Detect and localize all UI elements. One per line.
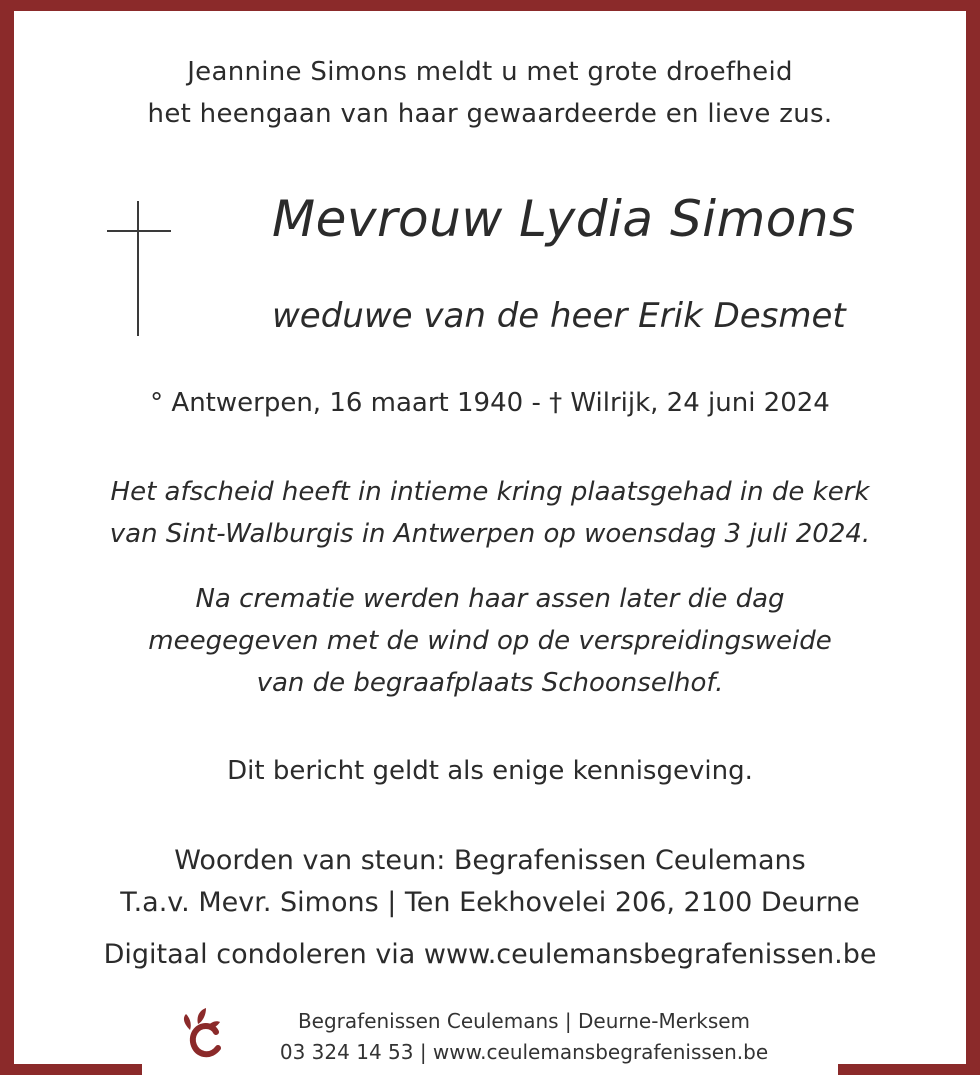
- condolence-link[interactable]: Digitaal condoleren via www.ceulemansbegrafenissen.be: [103, 939, 877, 970]
- deceased-name: Mevrouw Lydia Simons: [272, 190, 856, 248]
- frame-bottom-left-border: [0, 1064, 142, 1075]
- intro-line-1: Jeannine Simons meldt u met grote droefheid: [187, 57, 793, 87]
- footer-line-2: 03 324 14 53 | www.ceulemansbegrafenissen.be: [279, 1040, 769, 1064]
- ceulemans-logo-icon: [176, 1004, 226, 1060]
- farewell-line-2: van Sint-Walburgis in Antwerpen op woensdag 3 juli 2024.: [109, 519, 871, 549]
- frame-bottom-right-border: [838, 1064, 980, 1075]
- cremation-line-1: Na crematie werden haar assen later die dag: [195, 584, 785, 614]
- support-line-1: Woorden van steun: Begrafenissen Ceulemans: [174, 845, 806, 876]
- support-address: T.a.v. Mevr. Simons | Ten Eekhovelei 206, 2100 Deurne: [120, 887, 860, 918]
- cross-icon-bar: [107, 230, 171, 232]
- cremation-line-3: van de begraafplaats Schoonselhof.: [256, 668, 724, 698]
- deceased-relation: weduwe van de heer Erik Desmet: [272, 296, 846, 336]
- cremation-line-2: meegegeven met de wind op de verspreidingsweide: [148, 626, 832, 656]
- intro-line-2: het heengaan van haar gewaardeerde en lieve zus.: [147, 99, 833, 129]
- birth-death-dates: ° Antwerpen, 16 maart 1940 - † Wilrijk, 24 juni 2024: [150, 388, 830, 418]
- cross-icon: [137, 201, 139, 336]
- frame-top-border: [0, 0, 980, 11]
- notice-text: Dit bericht geldt als enige kennisgeving.: [227, 756, 753, 786]
- farewell-line-1: Het afscheid heeft in intieme kring plaatsgehad in de kerk: [110, 477, 870, 507]
- footer-line-1: Begrafenissen Ceulemans | Deurne-Merksem: [297, 1009, 751, 1033]
